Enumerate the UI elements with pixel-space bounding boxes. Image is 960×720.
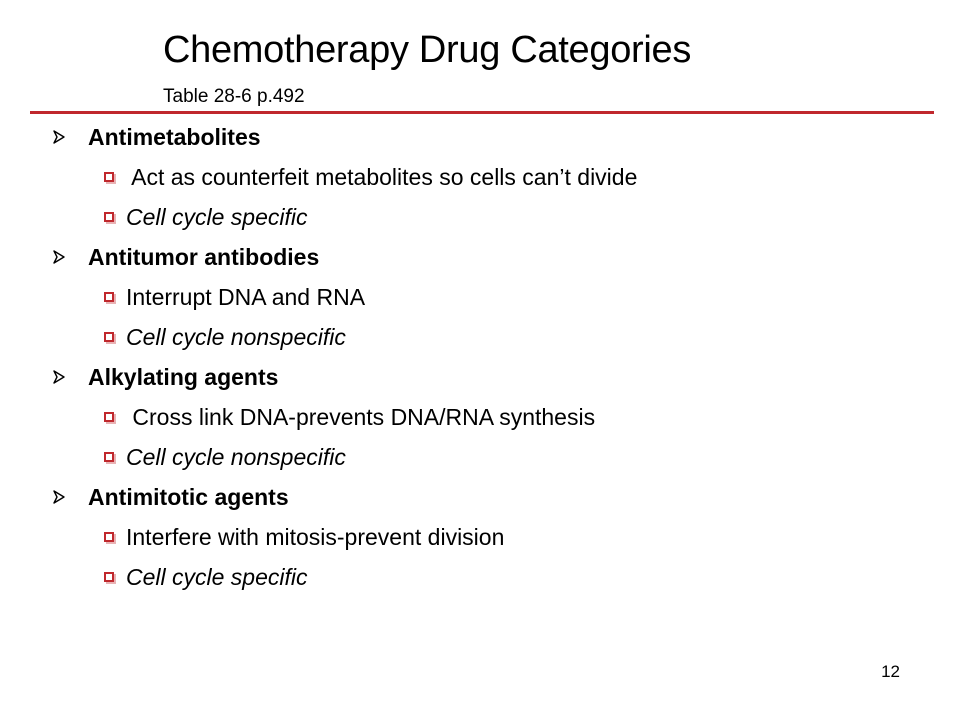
page-number: 12 — [881, 662, 900, 681]
slide-subtitle: Table 28-6 p.492 — [163, 86, 305, 107]
square-bullet-icon — [104, 412, 114, 422]
square-bullet-icon — [104, 172, 114, 182]
arrow-bullet-icon — [52, 130, 66, 144]
sub-point — [52, 397, 932, 437]
bullet-list — [52, 117, 932, 597]
square-bullet-icon — [104, 452, 114, 462]
sub-point — [52, 517, 932, 557]
sub-point-text: Interfere with mitosis-prevent division — [126, 523, 505, 550]
square-bullet-icon — [104, 212, 114, 222]
category-item — [52, 237, 932, 277]
sub-point — [52, 197, 932, 237]
square-bullet-icon — [104, 572, 114, 582]
sub-point-text: Interrupt DNA and RNA — [126, 283, 366, 310]
category-name: Alkylating agents — [88, 363, 279, 390]
category-item — [52, 117, 932, 157]
sub-point-text: Cell cycle nonspecific — [126, 323, 346, 350]
arrow-bullet-icon — [52, 490, 66, 504]
square-bullet-icon — [104, 532, 114, 542]
square-bullet-icon — [104, 292, 114, 302]
sub-point — [52, 317, 932, 357]
sub-point-text: Act as counterfeit metabolites so cells can’t divide — [126, 163, 638, 190]
sub-point — [52, 277, 932, 317]
arrow-bullet-icon — [52, 250, 66, 264]
square-bullet-icon — [104, 332, 114, 342]
category-item — [52, 357, 932, 397]
category-name: Antimetabolites — [88, 123, 261, 150]
sub-point-text: Cell cycle specific — [126, 203, 308, 230]
category-name: Antimitotic agents — [88, 483, 289, 510]
category-item — [52, 477, 932, 517]
category-name: Antitumor antibodies — [88, 243, 320, 270]
sub-point-text: Cross link DNA-prevents DNA/RNA synthesis — [126, 403, 596, 430]
slide-title: Chemotherapy Drug Categories — [163, 29, 692, 71]
sub-point-text: Cell cycle specific — [126, 563, 308, 590]
sub-point — [52, 557, 932, 597]
sub-point-text: Cell cycle nonspecific — [126, 443, 346, 470]
sub-point — [52, 437, 932, 477]
arrow-bullet-icon — [52, 370, 66, 384]
sub-point — [52, 157, 932, 197]
title-divider — [30, 111, 934, 114]
